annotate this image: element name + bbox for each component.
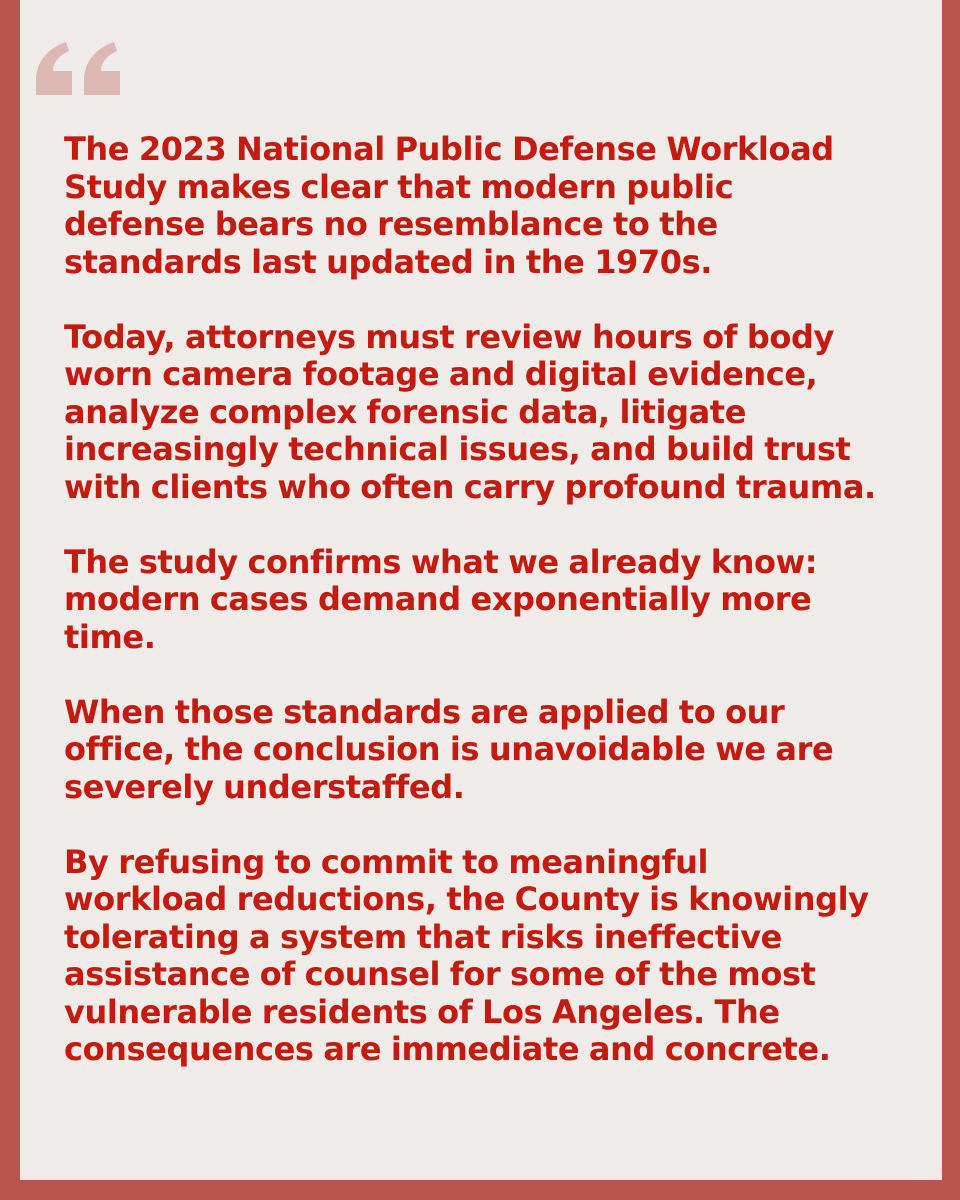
paragraph-attorney-duties bbox=[64, 319, 924, 507]
quote-text bbox=[64, 131, 924, 1106]
text-line: tolerating a system that risks ineffective bbox=[64, 917, 782, 956]
text-line: modern cases demand exponentially more bbox=[64, 580, 812, 618]
paragraph-understaffed bbox=[64, 694, 924, 807]
text-line: Today, attorneys must review hours of body bbox=[64, 317, 834, 356]
text-line: standards last updated in the 1970s. bbox=[64, 242, 713, 281]
text-line: assistance of counsel for some of the most bbox=[64, 955, 816, 993]
text-line: worn camera footage and digital evidence, bbox=[64, 355, 818, 393]
text-line: time. bbox=[64, 617, 156, 656]
text-line: When those standards are applied to our bbox=[64, 692, 785, 731]
text-line: By refusing to commit to meaningful bbox=[64, 842, 709, 881]
text-line: office, the conclusion is unavoidable we are bbox=[64, 730, 834, 768]
text-line: Study makes clear that modern public bbox=[64, 167, 734, 206]
paragraph-study-confirms bbox=[64, 544, 924, 657]
open-quote-icon bbox=[32, 40, 132, 98]
text-line: increasingly technical issues, and build trust bbox=[64, 430, 851, 468]
text-line: The 2023 National Public Defense Workload bbox=[64, 130, 834, 168]
text-line: defense bears no resemblance to the bbox=[64, 205, 718, 243]
text-line: with clients who often carry profound trauma. bbox=[64, 467, 876, 506]
text-line: analyze complex forensic data, litigate bbox=[64, 392, 747, 431]
text-line: severely understaffed. bbox=[64, 767, 465, 806]
paragraph-consequences bbox=[64, 844, 924, 1069]
quote-card bbox=[20, 0, 942, 1180]
text-line: vulnerable residents of Los Angeles. The bbox=[64, 992, 780, 1031]
text-line: The study confirms what we already know: bbox=[64, 542, 818, 581]
text-line: consequences are immediate and concrete. bbox=[64, 1030, 831, 1068]
paragraph-workload-study bbox=[64, 131, 924, 281]
text-line: workload reductions, the County is knowingly bbox=[64, 880, 869, 918]
